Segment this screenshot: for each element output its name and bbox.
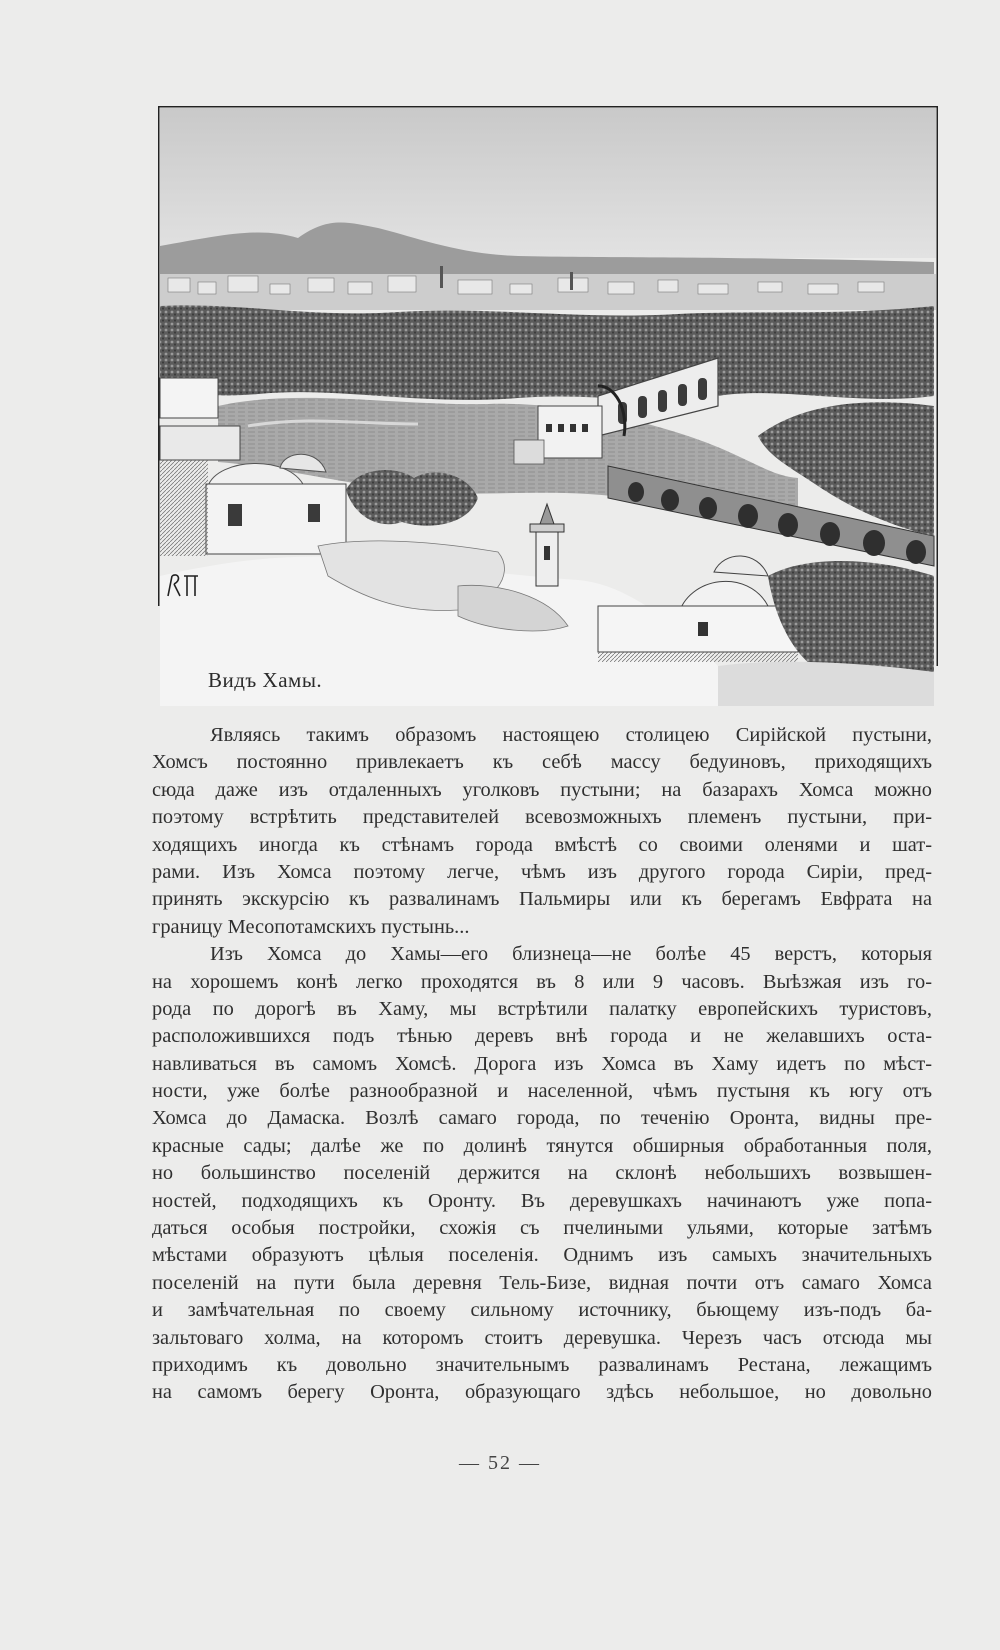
figure-caption: Видъ Хамы. bbox=[208, 668, 323, 692]
text-line: расположившихся подъ тѣнью деревъ внѣ города и не желавшихъ оста- bbox=[152, 1025, 932, 1048]
text-line: Изъ Хомса до Хамы—его близнеца—не болѣе 45 верстъ, которыя bbox=[210, 943, 932, 966]
text-line: границу Месопотамскихъ пустынь... bbox=[152, 915, 470, 938]
text-line: и замѣчательная по своему сильному источнику, бьющему изъ-подъ ба- bbox=[152, 1299, 932, 1322]
text-line: но большинство поселеній держится на склонѣ небольшихъ возвышен- bbox=[152, 1162, 932, 1185]
text-line: Являясь такимъ образомъ настоящею столицею Сирійской пустыни, bbox=[210, 724, 932, 746]
text-line: ностей, подходящихъ къ Оронту. Въ деревушкахъ начинаютъ уже попа- bbox=[152, 1189, 932, 1212]
text-line: поселеній на пути была деревня Тель-Бизе, видная почти отъ самаго Хомса bbox=[152, 1271, 932, 1294]
page-number: — 52 — bbox=[459, 1452, 541, 1474]
text-line: приходимъ къ довольно значительнымъ развалинамъ Рестана, лежащимъ bbox=[152, 1353, 932, 1376]
text-line: на самомъ берегу Оронта, образующаго здѣсь небольшое, но довольно bbox=[152, 1381, 932, 1404]
text-line: рода по дорогѣ въ Хаму, мы встрѣтили палатку европейскихъ туристовъ, bbox=[152, 997, 932, 1020]
engraving-drawing bbox=[158, 106, 938, 706]
text-line: красные сады; далѣе же по долинѣ тянутся обширныя обработанныя поля, bbox=[152, 1134, 932, 1157]
text-line: Хомса до Дамаска. Возлѣ самаго города, по теченію Оронта, видны пре- bbox=[152, 1107, 932, 1130]
text-line: мѣстами образуютъ цѣлыя поселенія. Однимъ изъ самыхъ значительныхъ bbox=[152, 1244, 932, 1267]
text-line: зальтоваго холма, на которомъ стоитъ деревушка. Черезъ часъ отсюда мы bbox=[152, 1326, 932, 1349]
text-line: навливаться въ самомъ Хомсѣ. Дорога изъ Хомса въ Хаму идетъ по мѣст- bbox=[152, 1052, 932, 1075]
body-text bbox=[152, 722, 932, 1407]
text-line: принять экскурсію къ развалинамъ Пальмиры или къ берегамъ Евфрата на bbox=[152, 888, 932, 911]
engraving-view-of-hama bbox=[158, 106, 938, 706]
text-line: поэтому встрѣтить представителей всевозможныхъ племенъ пустыни, при- bbox=[152, 806, 932, 829]
text-line: рами. Изъ Хомса поэтому легче, чѣмъ изъ другого города Сиріи, пред- bbox=[152, 860, 932, 883]
text-line: на хорошемъ конѣ легко проходятся въ 8 или 9 часовъ. Выѣзжая изъ го- bbox=[152, 970, 932, 993]
text-line: даться особыя постройки, схожія съ пчелиными ульями, которые затѣмъ bbox=[152, 1217, 932, 1240]
text-line: Хомсъ постоянно привлекаетъ къ себѣ массу бедуиновъ, приходящихъ bbox=[152, 751, 932, 774]
text-line: ходящихъ иногда къ стѣнамъ города вмѣстѣ со своими оленями и шат- bbox=[152, 833, 932, 856]
text-line: ности, уже болѣе разнообразной и населенной, чѣмъ пустыня къ югу отъ bbox=[152, 1080, 932, 1103]
text-line: сюда даже изъ отдаленныхъ уголковъ пустыни; на базарахъ Хомса можно bbox=[152, 778, 932, 801]
